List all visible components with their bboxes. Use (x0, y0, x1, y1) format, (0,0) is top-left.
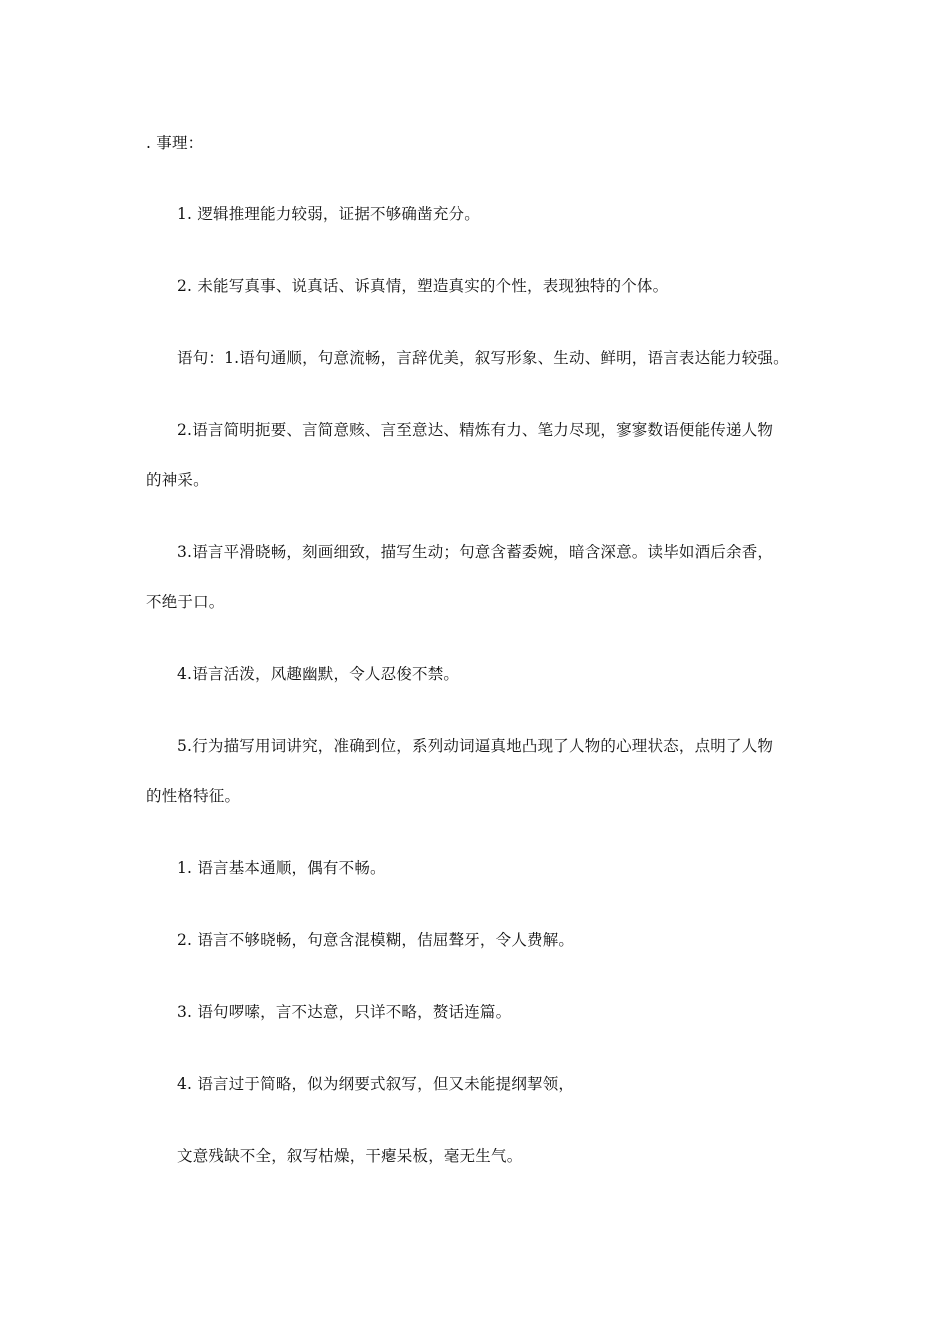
yuju-item-2b: 的神采。 (146, 471, 209, 489)
weak-item-4: 4. 语言过于简略，似为纲要式叙写，但又未能提纲挈领， (177, 1075, 575, 1093)
weak-item-1: 1. 语言基本通顺，偶有不畅。 (177, 859, 386, 877)
yuju-item-4: 4.语言活泼，风趣幽默，令人忍俊不禁。 (177, 665, 460, 683)
weak-item-2: 2. 语言不够晓畅，句意含混模糊，佶屈聱牙，令人费解。 (177, 931, 575, 949)
yuju-line-1: 语句：1.语句通顺，句意流畅，言辞优美，叙写形象、生动、鲜明，语言表达能力较强。 (177, 349, 789, 367)
last-line: 文意残缺不全，叙写枯燥，干瘪呆板，毫无生气。 (177, 1147, 523, 1165)
yuju-item-2a: 2.语言简明扼要、言简意赅、言至意达、精炼有力、笔力尽现，寥寥数语便能传递人物 (177, 421, 774, 439)
section-heading: . 事理： (146, 134, 204, 152)
yuju-item-3a: 3.语言平滑晓畅，刻画细致，描写生动；句意含蓄委婉，暗含深意。读毕如酒后余香， (177, 543, 774, 561)
yuju-item-5a: 5.行为描写用词讲究，准确到位，系列动词逼真地凸现了人物的心理状态，点明了人物 (177, 737, 774, 755)
weak-item-3: 3. 语句啰嗦，言不达意，只详不略，赘话连篇。 (177, 1003, 512, 1021)
shili-item-2: 2. 未能写真事、说真话、诉真情，塑造真实的个性，表现独特的个体。 (177, 277, 669, 295)
yuju-item-5b: 的性格特征。 (146, 787, 241, 805)
shili-item-1: 1. 逻辑推理能力较弱，证据不够确凿充分。 (177, 205, 480, 223)
yuju-item-3b: 不绝于口。 (146, 593, 225, 611)
